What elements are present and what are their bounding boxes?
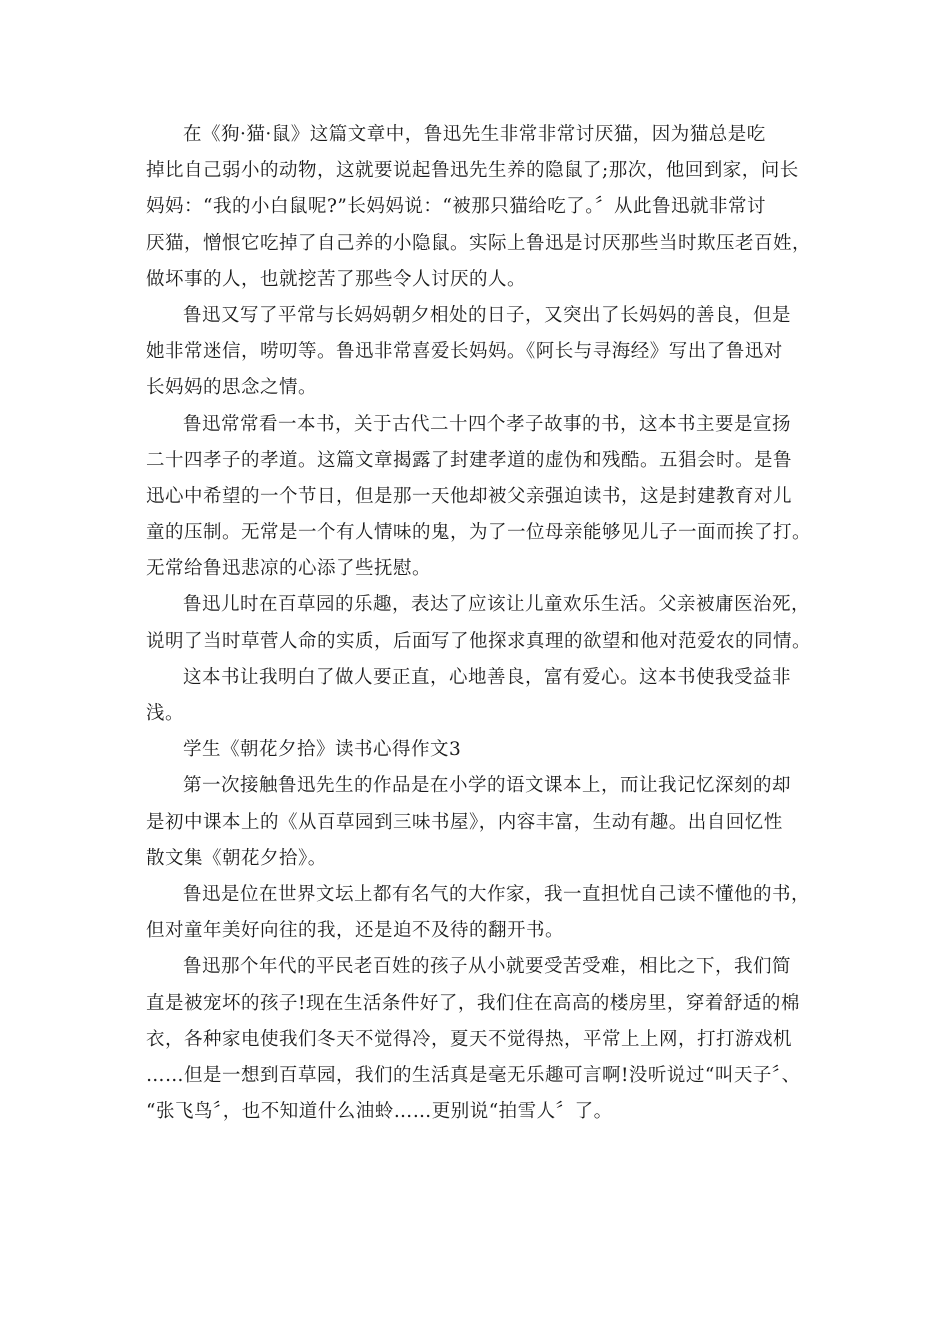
paragraph-line: 鲁迅是位在世界文坛上都有名气的大作家，我一直担忧自己读不懂他的书，	[183, 883, 811, 905]
paragraph-line: 是初中课本上的《从百草园到三味书屋》，内容丰富，生动有趣。出自回忆性	[146, 811, 783, 833]
paragraph-line: 散文集《朝花夕拾》。	[146, 847, 327, 869]
paragraph-line: ……但是一想到百草园，我们的生活真是毫无乐趣可言啊!没听说过“叫天子〞、	[146, 1064, 801, 1086]
paragraph-line: 迅心中希望的一个节日，但是那一天他却被父亲强迫读书，这是封建教育对儿	[146, 485, 793, 507]
paragraph-line: 第一次接触鲁迅先生的作品是在小学的语文课本上，而让我记忆深刻的却	[183, 775, 792, 797]
paragraph-line: 衣，各种家电使我们冬天不觉得冷，夏天不觉得热，平常上上网，打打游戏机	[146, 1028, 793, 1050]
paragraph-line: 掉比自己弱小的动物，这就要说起鲁迅先生养的隐鼠了;那次，他回到家，问长	[146, 160, 799, 182]
paragraph-line: 无常给鲁迅悲凉的心添了些抚慰。	[146, 558, 432, 580]
paragraph-line: 鲁迅那个年代的平民老百姓的孩子从小就要受苦受难，相比之下，我们简	[183, 956, 792, 978]
paragraph-line: 这本书让我明白了做人要正直，心地善良，富有爱心。这本书使我受益非	[183, 666, 792, 688]
section-heading: 学生《朝花夕拾》读书心得作文3	[183, 739, 462, 761]
document-page	[146, 117, 818, 1130]
paragraph-line: 厌猫，憎恨它吃掉了自己养的小隐鼠。实际上鲁迅是讨厌那些当时欺压老百姓，	[146, 232, 812, 254]
paragraph-line: 在《狗·猫·鼠》这篇文章中，鲁迅先生非常非常讨厌猫，因为猫总是吃	[183, 124, 766, 145]
paragraph-line: 鲁迅又写了平常与长妈妈朝夕相处的日子，又突出了长妈妈的善良，但是	[183, 304, 792, 326]
paragraph-line: 浅。	[146, 703, 185, 724]
paragraph-line: 鲁迅儿时在百草园的乐趣，表达了应该让儿童欢乐生活。父亲被庸医治死，	[183, 594, 811, 616]
paragraph-line: 长妈妈的思念之情。	[146, 377, 318, 399]
paragraph-line: 说明了当时草菅人命的实质，后面写了他探求真理的欲望和他对范爱农的同情。	[146, 630, 812, 652]
paragraph-line: 妈妈：“我的小白鼠呢?”长妈妈说：“被那只猫给吃了。〞从此鲁迅就非常讨	[146, 196, 767, 218]
paragraph-line: 童的压制。无常是一个有人情味的鬼，为了一位母亲能够见儿子一面而挨了打。	[146, 522, 812, 544]
paragraph-line: 但对童年美好向往的我，还是迫不及待的翻开书。	[146, 920, 565, 942]
paragraph-line: 鲁迅常常看一本书，关于古代二十四个孝子故事的书，这本书主要是宣扬	[183, 413, 792, 435]
paragraph-line: “张飞鸟〞，也不知道什么油蛉……更别说“拍雪人〞了。	[146, 1101, 613, 1123]
paragraph-line: 直是被宠坏的孩子!现在生活条件好了，我们住在高高的楼房里，穿着舒适的棉	[146, 992, 800, 1014]
paragraph-line: 她非常迷信，唠叨等。鲁迅非常喜爱长妈妈。《阿长与寻海经》写出了鲁迅对	[146, 341, 783, 363]
paragraph-line: 二十四孝子的孝道。这篇文章揭露了封建孝道的虚伪和残酷。五猖会时。是鲁	[146, 449, 793, 471]
paragraph-line: 做坏事的人，也就挖苦了那些令人讨厌的人。	[146, 268, 527, 290]
